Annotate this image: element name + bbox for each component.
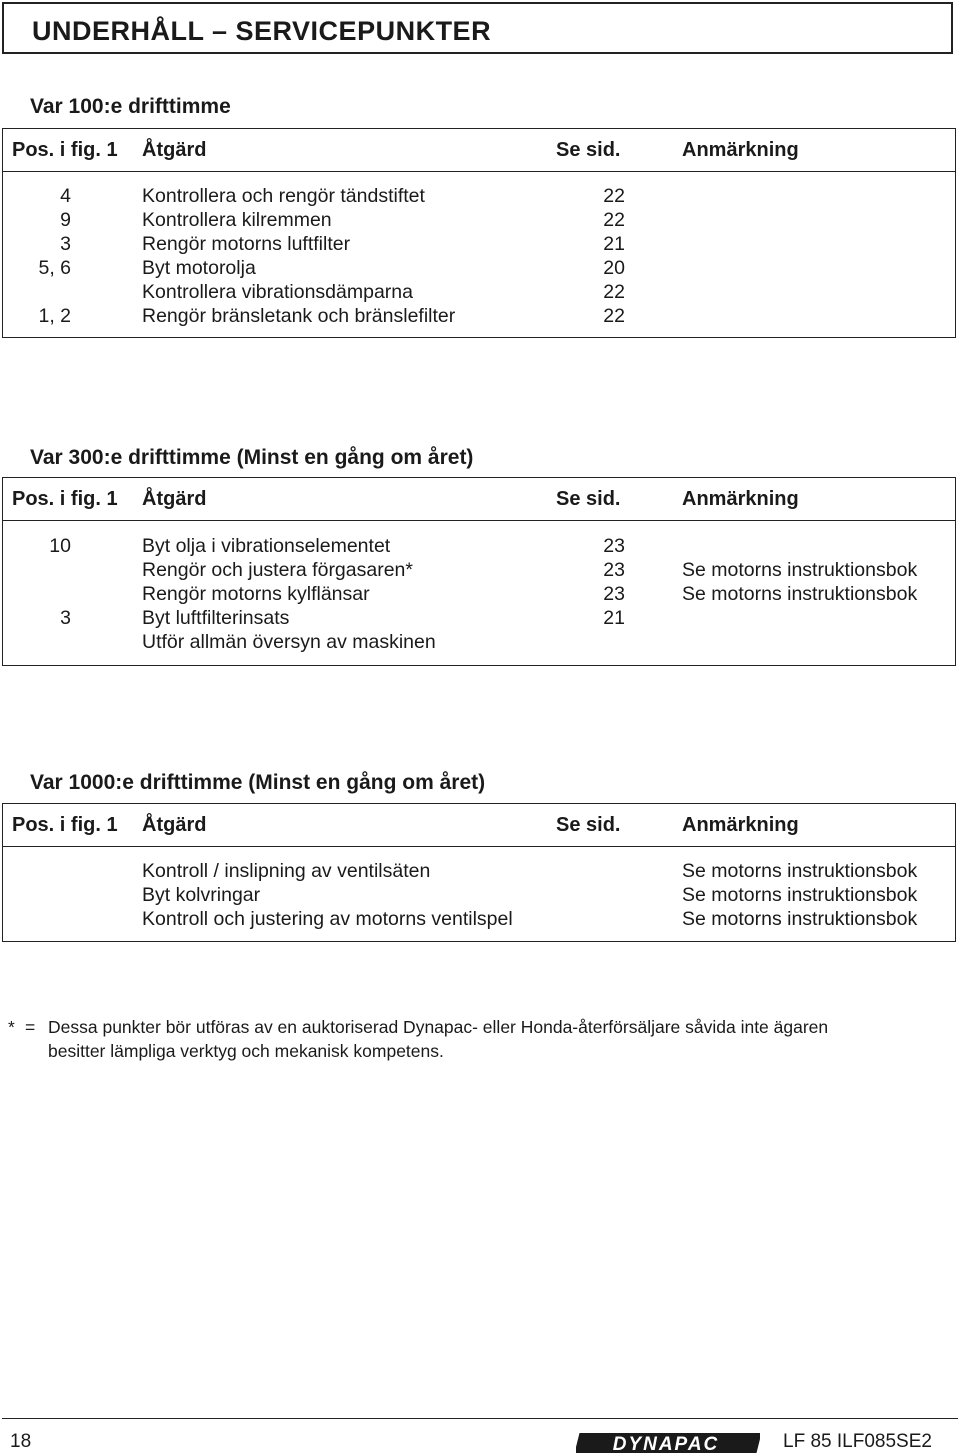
section-heading-100h: Var 100:e drifttimme <box>30 95 231 118</box>
cell-note: Se motorns instruktionsbok <box>682 860 918 882</box>
col-header-page: Se sid. <box>556 488 621 510</box>
cell-note: Se motorns instruktionsbok <box>682 908 918 930</box>
table-row <box>3 631 955 655</box>
cell-action: Rengör bränsletank och bränslefilter <box>142 305 456 327</box>
cell-action: Kontroll och justering av motorns ventilspel <box>142 908 513 930</box>
cell-action: Rengör motorns kylflänsar <box>142 583 370 605</box>
cell-pos: 3 <box>60 233 71 255</box>
cell-action: Byt kolvringar <box>142 884 261 906</box>
title-box <box>2 2 953 54</box>
table-row <box>3 583 955 607</box>
footnote-symbol: * <box>8 1017 15 1037</box>
col-header-action: Åtgärd <box>142 814 207 836</box>
page-title: UNDERHÅLL – SERVICEPUNKTER <box>32 16 492 46</box>
col-header-note: Anmärkning <box>682 814 799 836</box>
table-row <box>3 884 955 908</box>
cell-action: Rengör motorns luftfilter <box>142 233 351 255</box>
table-row <box>3 233 955 257</box>
table-row <box>3 860 955 884</box>
col-header-action: Åtgärd <box>142 139 207 161</box>
cell-page: 23 <box>603 559 625 581</box>
table-row <box>3 305 955 329</box>
cell-page: 22 <box>603 185 625 207</box>
document-code: LF 85 ILF085SE2 <box>783 1431 932 1452</box>
table-body-300h <box>2 521 956 666</box>
col-header-page: Se sid. <box>556 814 621 836</box>
footnote-equals: = <box>25 1017 36 1037</box>
section-heading-1000h: Var 1000:e drifttimme (Minst en gång om året) <box>30 771 486 794</box>
cell-action: Kontroll / inslipning av ventilsäten <box>142 860 431 882</box>
cell-pos: 10 <box>49 535 71 557</box>
table-row <box>3 607 955 631</box>
cell-pos: 1, 2 <box>38 305 71 327</box>
col-header-note: Anmärkning <box>682 488 799 510</box>
cell-page: 23 <box>603 535 625 557</box>
col-header-pos: Pos. i fig. 1 <box>12 814 118 836</box>
cell-page: 21 <box>603 233 625 255</box>
cell-pos: 4 <box>60 185 71 207</box>
cell-action: Kontrollera vibrationsdämparna <box>142 281 413 303</box>
cell-action: Byt motorolja <box>142 257 256 279</box>
cell-action: Rengör och justera förgasaren* <box>142 559 413 581</box>
cell-page: 22 <box>603 209 625 231</box>
cell-action: Kontrollera och rengör tändstiftet <box>142 185 425 207</box>
cell-page: 20 <box>603 257 625 279</box>
cell-action: Utför allmän översyn av maskinen <box>142 631 436 653</box>
cell-note: Se motorns instruktionsbok <box>682 884 918 906</box>
cell-note: Se motorns instruktionsbok <box>682 583 918 605</box>
table-row <box>3 209 955 233</box>
cell-action: Byt luftfilterinsats <box>142 607 290 629</box>
brand-name: DYNAPAC <box>612 1434 720 1455</box>
col-header-action: Åtgärd <box>142 488 207 510</box>
table-header-100h <box>2 128 956 172</box>
table-body-1000h <box>2 847 956 942</box>
footnote-line-1: Dessa punkter bör utföras av en auktoriserad Dynapac- eller Honda-återförsäljare såvida inte ägaren <box>48 1017 829 1037</box>
col-header-pos: Pos. i fig. 1 <box>12 139 118 161</box>
cell-pos: 5, 6 <box>38 257 71 279</box>
footnote-line-2: besitter lämpliga verktyg och mekanisk kompetens. <box>48 1041 444 1061</box>
table-body-100h <box>2 172 956 338</box>
table-row <box>3 281 955 305</box>
table-row <box>3 535 955 559</box>
table-header-300h <box>2 477 956 521</box>
cell-page: 22 <box>603 281 625 303</box>
col-header-pos: Pos. i fig. 1 <box>12 488 118 510</box>
table-row <box>3 908 955 932</box>
table-row <box>3 559 955 583</box>
table-row <box>3 185 955 209</box>
cell-action: Byt olja i vibrationselementet <box>142 535 391 557</box>
table-row <box>3 257 955 281</box>
cell-pos: 9 <box>60 209 71 231</box>
cell-note: Se motorns instruktionsbok <box>682 559 918 581</box>
cell-action: Kontrollera kilremmen <box>142 209 332 231</box>
col-header-page: Se sid. <box>556 139 621 161</box>
footer-divider <box>2 1418 958 1419</box>
cell-page: 21 <box>603 607 625 629</box>
dynapac-logo <box>576 1431 760 1455</box>
cell-page: 22 <box>603 305 625 327</box>
col-header-note: Anmärkning <box>682 139 799 161</box>
cell-pos: 3 <box>60 607 71 629</box>
cell-page: 23 <box>603 583 625 605</box>
section-heading-300h: Var 300:e drifttimme (Minst en gång om året) <box>30 446 474 469</box>
table-header-1000h <box>2 803 956 847</box>
page-number: 18 <box>10 1431 32 1452</box>
